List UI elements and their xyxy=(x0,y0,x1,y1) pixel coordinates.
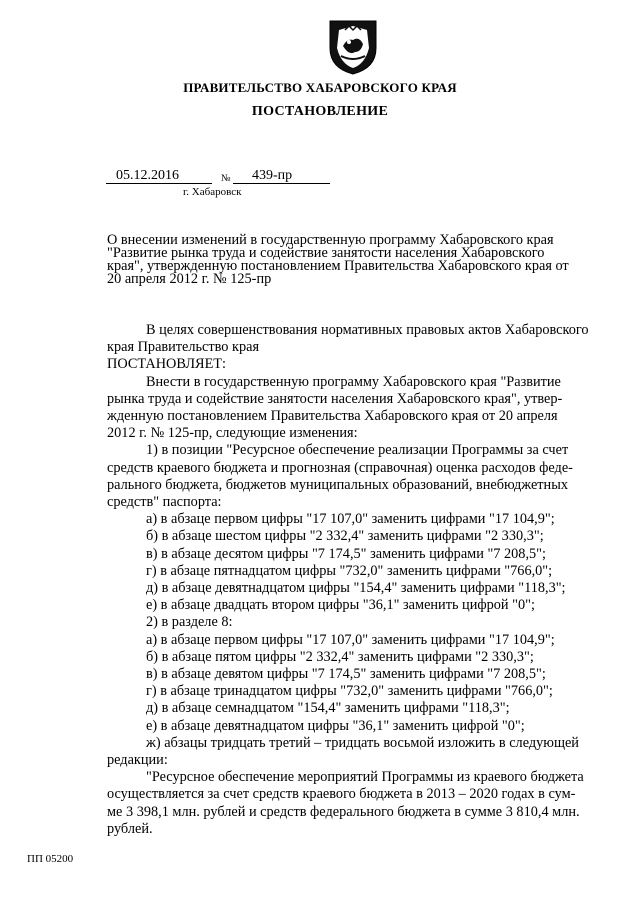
list-item: б) в абзаце шестом цифры "2 332,4" заменить цифрами "2 330,3"; xyxy=(146,528,544,545)
document-body xyxy=(107,322,613,838)
body-line: осуществляется за счет средств краевого бюджета в 2013 – 2020 годах в сум- xyxy=(107,786,576,803)
list-item: а) в абзаце первом цифры "17 107,0" заменить цифрами "17 104,9"; xyxy=(146,631,555,648)
city-label: г. Хабаровск xyxy=(183,186,242,198)
body-line: "Ресурсное обеспечение мероприятий Программы из краевого бюджета xyxy=(146,769,584,786)
subject-line: 20 апреля 2012 г. № 125-пр xyxy=(107,271,272,287)
document-type: ПОСТАНОВЛЕНИЕ xyxy=(251,104,389,119)
footer-code: ПП 05200 xyxy=(27,853,74,865)
body-line: 2012 г. № 125-пр, следующие изменения: xyxy=(107,425,358,442)
body-line: рынка труда и содействие занятости населения Хабаровского края", утвер- xyxy=(107,390,563,407)
body-line: Внести в государственную программу Хабаровского края "Развитие xyxy=(146,373,561,390)
body-line: средств краевого бюджета и прогнозная (справочная) оценка расходов феде- xyxy=(107,459,573,476)
body-line: ме 3 398,1 млн. рублей и средств федерального бюджета в сумме 3 810,4 млн. xyxy=(107,803,580,820)
resolution-heading: ПОСТАНОВЛЯЕТ: xyxy=(107,356,227,373)
body-line: рального бюджета, бюджетов муниципальных образований, внебюджетных xyxy=(107,476,568,493)
body-line: рублей. xyxy=(107,820,153,837)
list-item: 2) в разделе 8: xyxy=(146,614,233,631)
government-title: ПРАВИТЕЛЬСТВО ХАБАРОВСКОГО КРАЯ xyxy=(183,80,457,95)
document-date: 05.12.2016 xyxy=(116,168,179,183)
body-line: края Правительство края xyxy=(107,339,260,356)
body-line: жденную постановлением Правительства Хабаровского края от 20 апреля xyxy=(107,408,558,425)
list-item: а) в абзаце первом цифры "17 107,0" заменить цифрами "17 104,9"; xyxy=(146,511,555,528)
list-item: г) в абзаце тринадцатом цифры "732,0" заменить цифрами "766,0"; xyxy=(146,683,553,700)
list-item: д) в абзаце девятнадцатом цифры "154,4" заменить цифрами "118,3"; xyxy=(146,580,566,597)
list-item: е) в абзаце двадцать втором цифры "36,1" заменить цифрой "0"; xyxy=(146,597,535,614)
list-item: д) в абзаце семнадцатом "154,4" заменить цифрами "118,3"; xyxy=(146,700,510,717)
body-line: редакции: xyxy=(107,752,168,769)
list-item: ж) абзацы тридцать третий – тридцать восьмой изложить в следующей xyxy=(146,734,579,751)
list-item: г) в абзаце пятнадцатом цифры "732,0" заменить цифрами "766,0"; xyxy=(146,562,553,579)
subject-line: "Развитие рынка труда и содействие занятости населения Хабаровского xyxy=(107,245,545,261)
list-item: б) в абзаце пятом цифры "2 332,4" заменить цифрами "2 330,3"; xyxy=(146,648,534,665)
body-line: В целях совершенствования нормативных правовых актов Хабаровского xyxy=(146,322,589,338)
number-underline xyxy=(233,183,330,184)
subject-line: О внесении изменений в государственную программу Хабаровского края xyxy=(107,232,554,248)
coat-of-arms-emblem xyxy=(327,18,379,76)
body-line: средств" паспорта: xyxy=(107,494,222,511)
list-item: в) в абзаце десятом цифры "7 174,5" заменить цифрами "7 208,5"; xyxy=(146,545,546,562)
document-number: 439-пр xyxy=(252,168,293,183)
list-item: е) в абзаце девятнадцатом цифры "36,1" заменить цифрой "0"; xyxy=(146,717,525,734)
body-line: 1) в позиции "Ресурсное обеспечение реализации Программы за счет xyxy=(146,442,569,459)
list-item: в) в абзаце девятом цифры "7 174,5" заменить цифрами "7 208,5"; xyxy=(146,666,546,683)
number-sign: № xyxy=(221,173,231,184)
subject-line: края", утвержденную постановлением Правительства Хабаровского края от xyxy=(107,258,569,274)
date-underline xyxy=(106,183,212,184)
document-subject xyxy=(107,234,613,286)
